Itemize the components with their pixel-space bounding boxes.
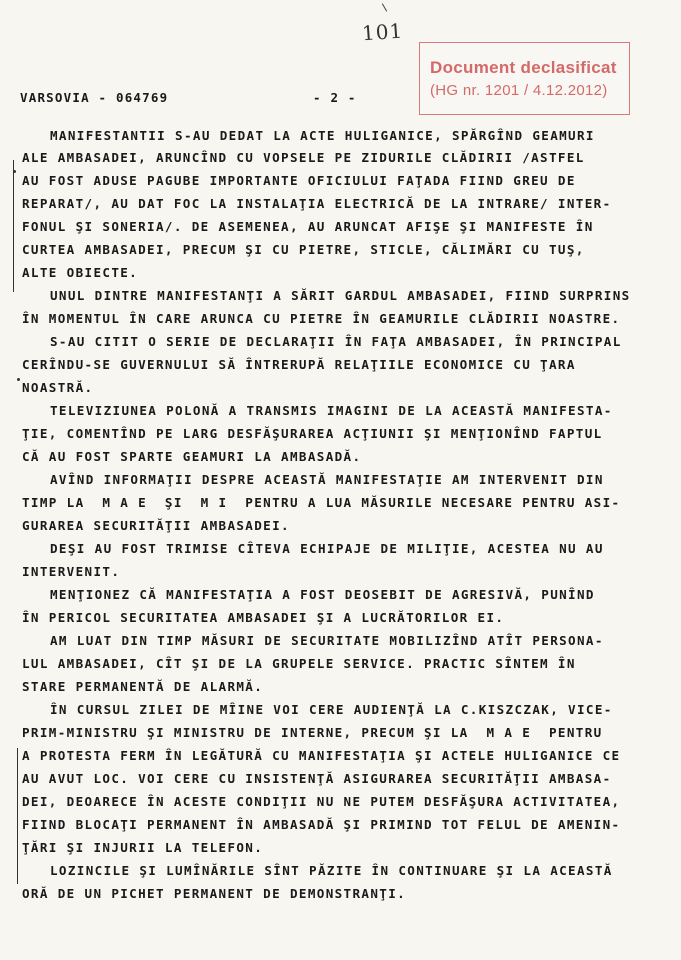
body-line: ALTE OBIECTE. — [22, 265, 139, 280]
body-line: LOZINCILE ŞI LUMÎNĂRILE SÎNT PĂZITE ÎN CONTINUARE ŞI LA ACEASTĂ — [50, 863, 613, 878]
body-line: DEI, DEOARECE ÎN ACESTE CONDIŢII NU NE PUTEM DESFĂŞURA ACTIVITATEA, — [22, 794, 621, 809]
declassified-stamp — [419, 42, 630, 115]
body-line: ŢIE, COMENTÎND PE LARG DESFĂŞURAREA ACŢIUNII ŞI MENŢIONÎND FAPTUL — [22, 426, 603, 441]
body-line: ÎN MOMENTUL ÎN CARE ARUNCA CU PIETRE ÎN GEAMURILE CLĂDIRII NOASTRE. — [22, 311, 621, 326]
body-line: PRIM-MINISTRU ŞI MINISTRU DE INTERNE, PRECUM ŞI LA M A E PENTRU — [22, 725, 603, 740]
body-line: AVÎND INFORMAŢII DESPRE ACEASTĂ MANIFESTAŢIE AM INTERVENIT DIN — [50, 472, 604, 487]
body-line: ÎN CURSUL ZILEI DE MÎINE VOI CERE AUDIENŢĂ LA C.KISZCZAK, VICE- — [50, 702, 613, 717]
stamp-reference: (HG nr. 1201 / 4.12.2012) — [430, 82, 608, 99]
body-line: CĂ AU FOST SPARTE GEAMURI LA AMBASADĂ. — [22, 449, 362, 464]
body-line: A PROTESTA FERM ÎN LEGĂTURĂ CU MANIFESTAŢIA ŞI ACTELE HULIGANICE CE — [22, 748, 621, 763]
body-line: STARE PERMANENTĂ DE ALARMĂ. — [22, 679, 264, 694]
margin-mark — [13, 170, 16, 173]
body-line: INTERVENIT. — [22, 564, 121, 579]
body-line: AU FOST ADUSE PAGUBE IMPORTANTE OFICIULUI FAŢADA FIIND GREU DE — [22, 173, 576, 188]
body-line: UNUL DINTRE MANIFESTANŢI A SĂRIT GARDUL AMBASADEI, FIIND SURPRINS — [50, 288, 631, 303]
margin-bracket — [17, 748, 18, 884]
page-number: - 2 - — [313, 90, 357, 105]
body-line: AM LUAT DIN TIMP MĂSURI DE SECURITATE MOBILIZÎND ATÎT PERSONA- — [50, 633, 604, 648]
body-line: ŢĂRI ŞI INJURII LA TELEFON. — [22, 840, 264, 855]
body-line: AU AVUT LOC. VOI CERE CU INSISTENŢĂ ASIGURAREA SECURITĂŢII AMBASA- — [22, 771, 612, 786]
body-line: ORĂ DE UN PICHET PERMANENT DE DEMONSTRANŢI. — [22, 886, 407, 901]
body-line: ÎN PERICOL SECURITATEA AMBASADEI ŞI A LUCRĂTORILOR EI. — [22, 610, 505, 625]
body-line: S-AU CITIT O SERIE DE DECLARAŢII ÎN FAŢA AMBASADEI, ÎN PRINCIPAL — [50, 334, 622, 349]
body-line: TIMP LA M A E ŞI M I PENTRU A LUA MĂSURILE NECESARE PENTRU ASI- — [22, 495, 621, 510]
body-line: DEŞI AU FOST TRIMISE CÎTEVA ECHIPAJE DE MILIŢIE, ACESTEA NU AU — [50, 541, 604, 556]
document-reference: VARSOVIA - 064769 — [20, 90, 169, 105]
body-line: CURTEA AMBASADEI, PRECUM ŞI CU PIETRE, STICLE, CĂLIMĂRI CU TUŞ, — [22, 242, 585, 257]
body-line: LUL AMBASADEI, CÎT ŞI DE LA GRUPELE SERVICE. PRACTIC SÎNTEM ÎN — [22, 656, 576, 671]
body-line: GURAREA SECURITĂŢII AMBASADEI. — [22, 518, 290, 533]
margin-bracket — [13, 160, 14, 292]
body-line: MANIFESTANTII S-AU DEDAT LA ACTE HULIGANICE, SPĂRGÎND GEAMURI — [50, 128, 595, 143]
pen-mark — [382, 3, 387, 11]
body-line: CERÎNDU-SE GUVERNULUI SĂ ÎNTRERUPĂ RELAŢIILE ECONOMICE CU ŢARA — [22, 357, 576, 372]
body-line: FIIND BLOCAŢI PERMANENT ÎN AMBASADĂ ŞI PRIMIND TOT FELUL DE AMENIN- — [22, 817, 621, 832]
margin-mark — [17, 378, 20, 381]
handwritten-page-number: 101 — [361, 18, 404, 46]
body-line: MENŢIONEZ CĂ MANIFESTAŢIA A FOST DEOSEBIT DE AGRESIVĂ, PUNÎND — [50, 587, 595, 602]
body-line: ALE AMBASADEI, ARUNCÎND CU VOPSELE PE ZIDURILE CLĂDIRII /ASTFEL — [22, 150, 585, 165]
stamp-title: Document declasificat — [430, 58, 617, 77]
body-line: REPARAT/, AU DAT FOC LA INSTALAŢIA ELECTRICĂ DE LA INTRARE/ INTER- — [22, 196, 612, 211]
body-line: TELEVIZIUNEA POLONĂ A TRANSMIS IMAGINI DE LA ACEASTĂ MANIFESTA- — [50, 403, 613, 418]
body-line: FONUL ŞI SONERIA/. DE ASEMENEA, AU ARUNCAT AFIŞE ŞI MANIFESTE ÎN — [22, 219, 594, 234]
body-line: NOASTRĂ. — [22, 380, 94, 395]
